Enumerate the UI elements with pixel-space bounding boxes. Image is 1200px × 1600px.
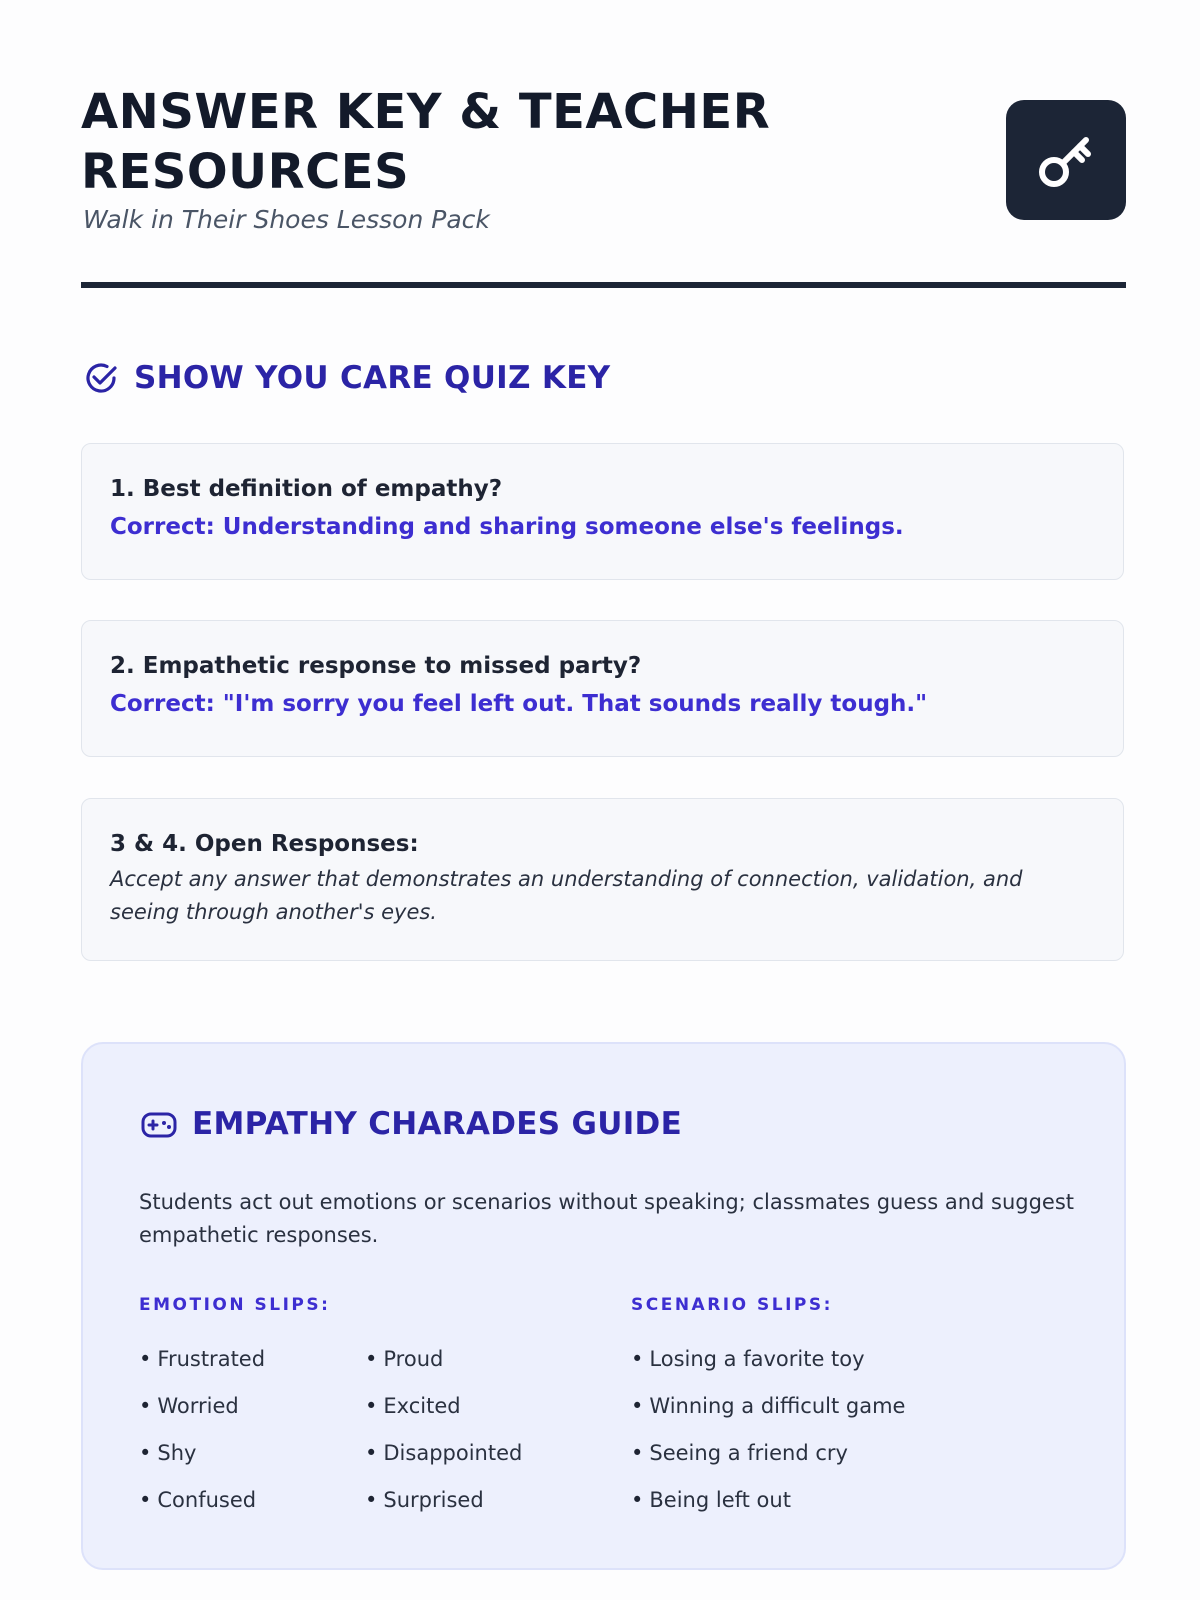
check-circle-icon <box>81 358 121 398</box>
scenario-slips-label: SCENARIO SLIPS: <box>631 1295 833 1315</box>
quiz-answer-note: Accept any answer that demonstrates an understanding of connection, validation, and seeing through another's eyes. <box>110 867 1023 924</box>
quiz-answer: Correct: "I'm sorry you feel left out. That sounds really tough." <box>110 691 928 717</box>
scenario-slip: • Losing a favorite toy <box>631 1336 905 1383</box>
charades-guide-panel <box>81 1042 1126 1570</box>
emotion-slips-list <box>139 1336 265 1524</box>
quiz-answer-card <box>81 620 1124 757</box>
emotion-slips-label: EMOTION SLIPS: <box>139 1295 331 1315</box>
page-title: ANSWER KEY & TEACHER RESOURCES <box>81 84 771 200</box>
emotion-slip: • Shy <box>139 1430 265 1477</box>
emotion-slip: • Confused <box>139 1477 265 1524</box>
page-header <box>81 82 1126 242</box>
quiz-question: 1. Best definition of empathy? <box>110 476 503 502</box>
scenario-slip: • Winning a difficult game <box>631 1383 905 1430</box>
key-icon <box>1034 128 1098 192</box>
quiz-question: 3 & 4. Open Responses: <box>110 831 419 857</box>
emotion-slip: • Worried <box>139 1383 265 1430</box>
page-subtitle: Walk in Their Shoes Lesson Pack <box>83 205 490 234</box>
scenario-slips-list <box>631 1336 905 1524</box>
scenario-slip: • Being left out <box>631 1477 905 1524</box>
emotion-slip: • Proud <box>365 1336 522 1383</box>
scenario-slip: • Seeing a friend cry <box>631 1430 905 1477</box>
emotion-slip: • Disappointed <box>365 1430 522 1477</box>
emotion-slips-list <box>365 1336 522 1524</box>
emotion-slip: • Excited <box>365 1383 522 1430</box>
header-divider <box>81 282 1126 288</box>
charades-section-heading <box>139 1104 682 1144</box>
charades-description: Students act out emotions or scenarios without speaking; classmates guess and suggest empathetic responses. <box>139 1190 1075 1247</box>
quiz-answer-card <box>81 443 1124 580</box>
quiz-answer: Correct: Understanding and sharing someone else's feelings. <box>110 514 904 540</box>
emotion-slip: • Frustrated <box>139 1336 265 1383</box>
emotion-slip: • Surprised <box>365 1477 522 1524</box>
key-badge <box>1006 100 1126 220</box>
gamepad-icon <box>139 1104 179 1144</box>
quiz-heading-text: SHOW YOU CARE QUIZ KEY <box>134 360 611 396</box>
quiz-answer-card <box>81 798 1124 961</box>
quiz-section-heading <box>81 358 610 398</box>
charades-heading-text: EMPATHY CHARADES GUIDE <box>192 1106 683 1142</box>
quiz-question: 2. Empathetic response to missed party? <box>110 653 642 679</box>
